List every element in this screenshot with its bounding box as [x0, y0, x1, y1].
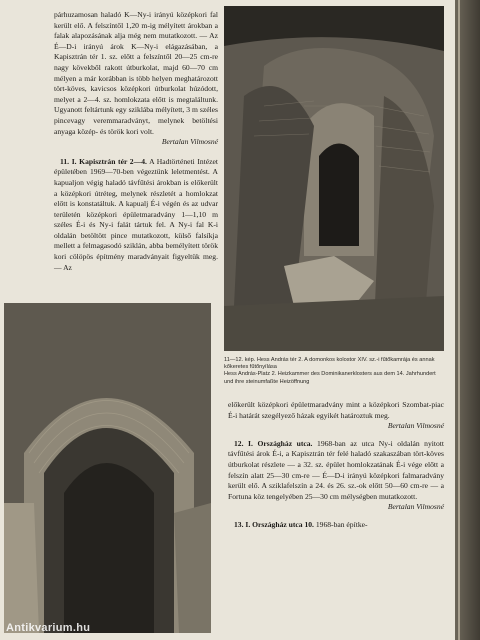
text-column-bottom — [228, 400, 444, 531]
photo-heating-chamber-image — [224, 6, 444, 351]
author-signature: Bertalan Vilmosné — [387, 502, 444, 512]
paragraph: párhuzamosan haladó K—Ny-i irányú középkori fal került elő. A felszíntől 1,20 m-ig mélyített árokban a falak alapozásának alja még nem mutatkozott. — Az É—D-i irányú árok K—Ny-i elágazásában, a Kapisztrán tér 1. sz. előtt a felszíntől 20—25 cm-re nagy kövekből rakott útburkolat, majd 60—70 cm mélyen a már korábban is több helyen meghatározott tört-köves, kavicsos középkori útburkolat húzódott, melyet a 2—4. sz. homlokzata előtt is megtaláltunk. Ugyanott feltártunk egy sziklába mélyített, 3 m széles pincevagy veremmaradványt, melynek betöltési anyaga közép- és török kori volt. — [54, 10, 218, 136]
caption-hungarian: 11—12. kép. Hess András tér 2. A domonkos kolostor XIV. sz.-i fűtőkamrája és annak kőkeretes fűtőnyílása — [224, 357, 435, 371]
section-heading: 12. I. Országház utca. — [234, 438, 313, 448]
paragraph — [228, 439, 444, 503]
paragraph-body: 1968-ban építke- — [313, 519, 368, 529]
photo-heating-chamber — [224, 6, 444, 351]
section-heading: 13. I. Országház utca 10. — [234, 519, 314, 529]
photo-heating-opening — [4, 303, 211, 633]
paragraph-body: 1968-ban az utca Ny-i oldalán nyitott távfűtési árok É-i, a Kapisztrán tér felé haladó szakaszában tört-köves útburkolat részlete — a 32. sz. épület homlokzatának É-i vége előtt a felszín alatt 25—30 cm-re — É—D-i irányú középkori falmaradvány került elő. A sziklafelszín a 24. és 26. sz.-ok előtt 50—60 cm-re — a Fortuna köz tengelyében 25—30 cm mélységben mutatkozott. — [228, 438, 445, 501]
figure-caption — [224, 357, 446, 386]
paragraph — [228, 520, 444, 531]
paragraph: előkerült középkori épületmaradvány mint a középkori Szombat-piac É-i határát szegélyező házak egyikét határoztuk meg. — [228, 400, 444, 420]
watermark: Antikvarium.hu — [6, 622, 91, 634]
caption-german: Hess András-Platz 2. Heizkammer des Dominikanerklosters aus dem 14. Jahrhundert und ihre steinumfaßte Heizöffnung — [224, 371, 436, 385]
section-heading: 11. I. Kapisztrán tér 2—4. — [60, 156, 147, 166]
page-edge-line — [458, 0, 460, 640]
author-signature: Bertalan Vilmosné — [387, 421, 444, 431]
photo-heating-opening-image — [4, 303, 211, 633]
paragraph — [54, 157, 218, 274]
paragraph-body: A Hadtörténeti Intézet épületében 1969—70-ben végeztünk leletmentést. A kapualjon végig haladó távfűtési árokban is előkerült a középkori útréteg, melynek részletét a homlokzat előtt is konstatáltuk. A kapualj É-i végén és az udvar területén középkori épületmaradvány 1—1,10 m széles É-i és Ny-i falát tártuk fel. A Ny-i fal K-i oldalán betöltött pince mutatkozott, külső falsíkja mellett a felmagasodó sziklán, abba bemélyített török kori cölöpös építmény maradványait figyeltük meg. — Az — [54, 156, 218, 272]
text-column-top — [54, 10, 218, 273]
author-signature: Bertalan Vilmosné — [161, 137, 218, 147]
